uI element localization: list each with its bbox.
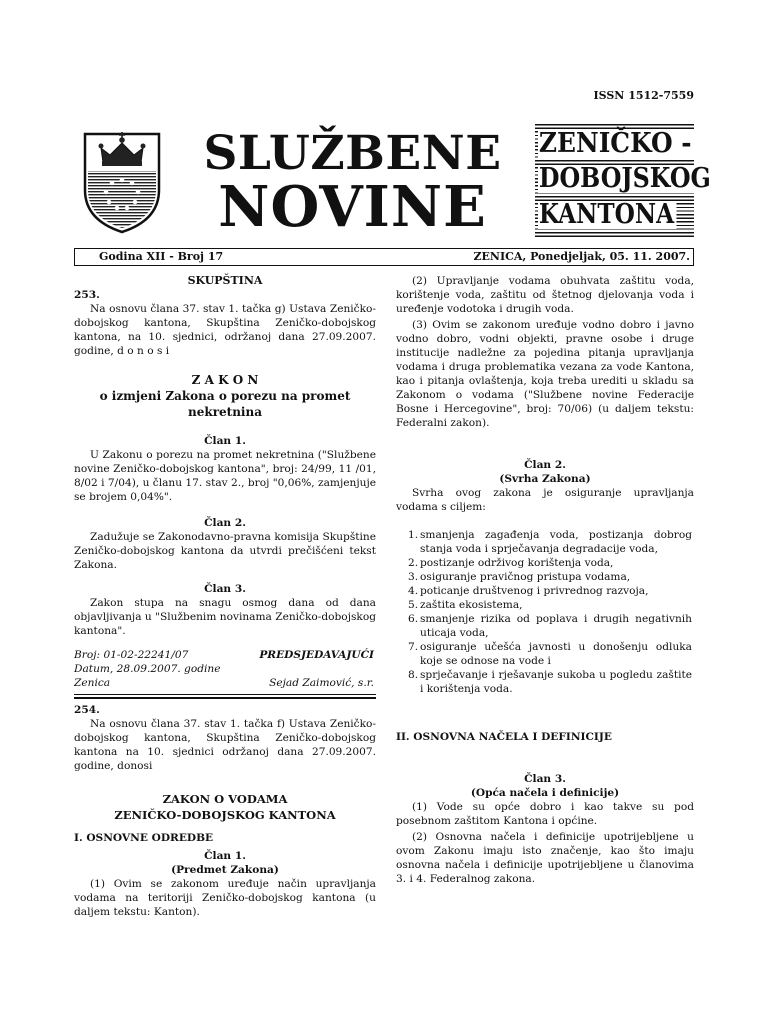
act-number: 254. [74,704,100,716]
coat-of-arms-icon [83,128,161,234]
goals-list [396,528,694,696]
list-item: 5. zaštita ekosistema, [408,599,523,611]
list-item: 8. sprječavanje i rješavanje sukoba u pogledu zaštite i korištenja voda. [408,669,692,695]
article-heading: Član 1. [204,850,246,862]
article-text: (1) Ovim se zakonom uređuje način upravljanja vodama na teritoriji Zeničko-dobojskog kantona (u daljem tekstu: Kanton). [74,878,376,918]
issue-date: ZENICA, Ponedjeljak, 05. 11. 2007. [473,250,690,263]
article-text: (2) Osnovna načela i definicije upotrijebljene u ovom Zakonu imaju isto značenje, kao što imaju osnovna načela i definicije upotrijebljene u članovima 3. i 4. Federalnog zakona. [396,831,694,885]
list-item: 4. poticanje društvenog i privrednog razvoja, [408,585,649,597]
signature-row [74,662,376,676]
article-heading: Član 2. [204,517,246,529]
article-subtitle: (Svrha Zakona) [499,473,591,485]
list-item: 6. smanjenje rizika od poplava i drugih negativnih uticaja voda, [408,613,692,639]
list-item: 3. osiguranje pravičnog pristupa vodama, [408,571,631,583]
signature-place: Zenica [74,677,111,689]
signature-date: Datum, 28.09.2007. godine [74,663,221,675]
article-subtitle: (Predmet Zakona) [171,864,279,876]
paragraph: (3) Ovim se zakonom uređuje vodno dobro i javno vodno dobro, vodni objekti, pravne osobe i druge institucije nadležne za pojedina pitanja upravljanja vodama i druga problematika vezana za vode Kantona, kao i pitanja ovlaštenja, koja treba urediti u skladu sa Zakonom o vodama ("Službene novine Federacije Bosne i Hercegovine", broj: 70/06) (u daljem tekstu: Federalni zakon). [396,319,694,429]
region-line1: ZENIČKO - [538,130,694,158]
part-heading: II. OSNOVNA NAČELA I DEFINICIJE [396,731,612,743]
article-text: Zadužuje se Zakonodavno-pravna komisija Skupštine Zeničko-dobojskog kantona da utvrdi prečišćeni tekst Zakona. [74,531,376,571]
masthead-title-line2: NOVINE [218,174,487,240]
act-number: 253. [74,289,100,301]
region-line3: KANTONA [538,201,677,229]
law-title: ZENIČKO-DOBOJSKOG KANTONA [114,808,336,822]
region-line2: DOBOJSKOG [538,165,713,193]
act-preamble: Na osnovu člana 37. stav 1. tačka g) Ustava Zeničko-dobojskog kantona, Skupština Zeničko-dobojskog kantona, na 10. sjednici, održanoj dana 27.09.2007. godine, d o n o s i [74,303,376,357]
masthead-region [535,124,711,238]
signatory-name: Sejad Zaimović, s.r. [269,677,374,689]
article-heading: Član 2. [524,459,566,471]
section-heading: SKUPŠTINA [187,274,263,287]
issue-number: Godina XII - Broj 17 [99,250,224,263]
article-heading: Član 3. [204,583,246,595]
part-heading: I. OSNOVNE ODREDBE [74,832,214,844]
law-label: Z A K O N [191,373,259,387]
list-item: 2. postizanje održivog korištenja voda, [408,557,614,569]
article-text: Svrha ovog zakona je osiguranje upravljanja vodama s ciljem: [396,487,694,513]
law-title: o izmjeni Zakona o porezu na promet nekretnina [99,389,351,419]
coat-of-arms [74,124,170,238]
article-text: U Zakonu o porezu na promet nekretnina ("Službene novine Zeničko-dobojskog kantona", broj: 24/99, 11 /01, 8/02 i 7/04), u članu 17. stav 2., broj "0,06%, zamjenjuje se brojem 0,04%". [74,449,376,503]
list-item: 1. smanjenja zagađenja voda, postizanja dobrog stanja voda i sprječavanja degradacije voda, [408,529,692,555]
article-heading: Član 1. [204,435,246,447]
signature-row [74,648,376,662]
masthead-title-line1: SLUŽBENE [203,126,502,181]
law-title: ZAKON O VODAMA [162,792,288,806]
issn-number: ISSN 1512-7559 [593,89,694,102]
issue-bar [74,248,694,266]
article-text: (1) Vode su opće dobro i kao takve su pod posebnom zaštitom Kantona i općine. [396,801,694,827]
signatory-title: PREDSJEDAVAJUĆI [259,649,374,661]
paragraph: (2) Upravljanje vodama obuhvata zaštitu voda, korištenje voda, zaštitu od štetnog djelovanja voda i uređenje vodotoka i drugih voda. [396,275,694,315]
article-subtitle: (Opća načela i definicije) [470,787,620,799]
right-column [396,274,694,886]
masthead [74,124,711,240]
masthead-title [170,124,535,238]
act-preamble: Na osnovu člana 37. stav 1. tačka f) Ustava Zeničko-dobojskog kantona, Skupština Zeničko-dobojskog kantona na 10. sjednici održanoj dana 27.09.2007. godine, donosi [74,718,376,772]
list-item: 7. osiguranje učešća javnosti u donošenju odluka koje se odnose na vode i [408,641,692,667]
reference-number: Broj: 01-02-22241/07 [74,649,189,661]
signature-row [74,676,376,690]
article-heading: Član 3. [524,773,566,785]
left-column [74,274,376,919]
article-text: Zakon stupa na snagu osmog dana od dana objavljivanja u "Službenim novinama Zeničko-dobojskog kantona". [74,597,376,637]
